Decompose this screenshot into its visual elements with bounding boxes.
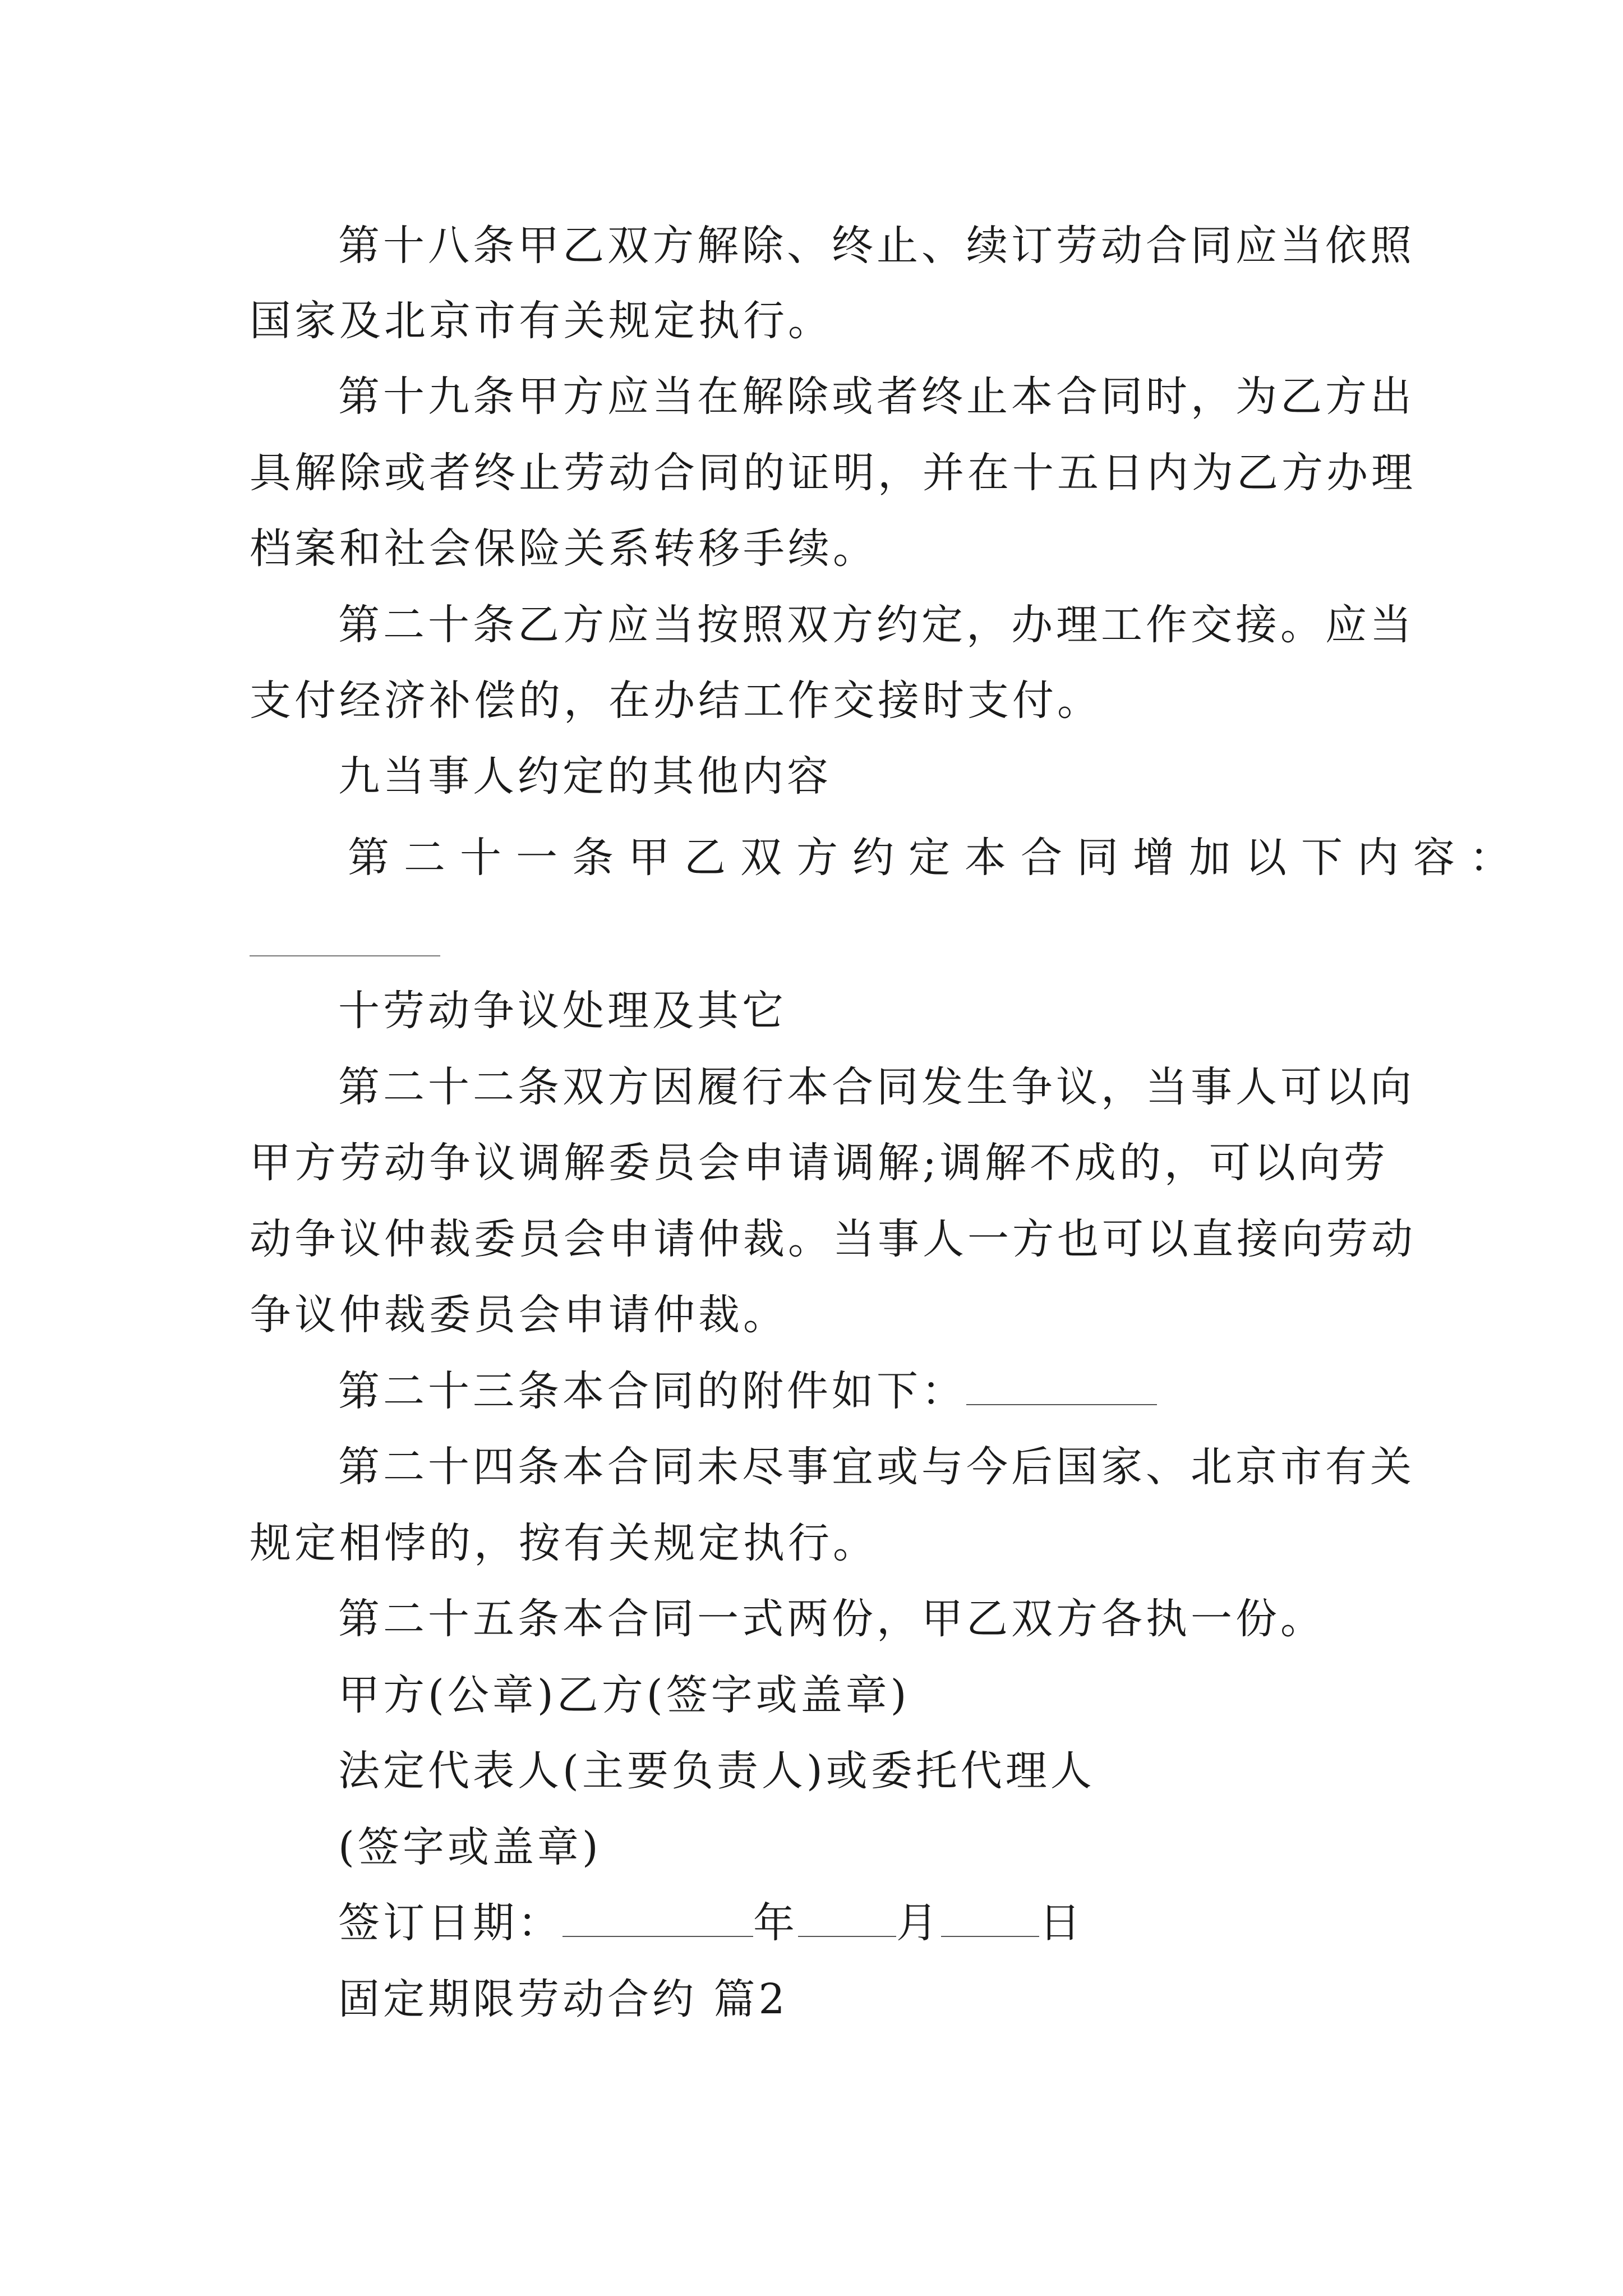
section-heading: 九当事人约定的其他内容	[338, 752, 832, 800]
paragraph-line: 档案和社会保险关系转移手续。	[250, 524, 878, 573]
section-title: 固定期限劳动合约 篇2	[338, 1975, 789, 2023]
signature-line: (签字或盖章)	[338, 1823, 602, 1871]
attachment-blank	[966, 1370, 1157, 1405]
signature-line: 法定代表人(主要负责人)或委托代理人	[338, 1747, 1095, 1795]
fill-in-blank-line	[250, 955, 440, 956]
paragraph-line: 第二十二条双方因履行本合同发生争议，当事人可以向	[338, 1063, 1415, 1111]
paragraph-line	[338, 1363, 1157, 1419]
paragraph-line: 争议仲裁委员会申请仲裁。	[250, 1291, 788, 1339]
paragraph-line: 第二十一条甲乙双方约定本合同增加以下内容：	[348, 834, 1525, 882]
paragraph-line: 第十九条甲方应当在解除或者终止本合同时，为乙方出	[338, 372, 1415, 421]
paragraph-line: 第十八条甲乙双方解除、终止、续订劳动合同应当依照	[338, 222, 1415, 270]
paragraph-line: 第二十四条本合同未尽事宜或与今后国家、北京市有关	[338, 1443, 1415, 1491]
paragraph-line: 动争议仲裁委员会申请仲裁。当事人一方也可以直接向劳动	[250, 1215, 1416, 1263]
month-blank	[798, 1902, 896, 1937]
signing-date-line	[338, 1895, 1084, 1951]
paragraph-line: 规定相悖的，按有关规定执行。	[250, 1519, 878, 1567]
month-label: 月	[896, 1899, 941, 1947]
section-heading: 十劳动争议处理及其它	[338, 987, 787, 1035]
paragraph-line: 第二十五条本合同一式两份，甲乙双方各执一份。	[338, 1595, 1325, 1643]
year-label: 年	[753, 1899, 798, 1947]
day-label: 日	[1039, 1899, 1084, 1947]
paragraph-line: 支付经济补偿的，在办结工作交接时支付。	[250, 677, 1102, 725]
paragraph-line: 具解除或者终止劳动合同的证明，并在十五日内为乙方办理	[250, 449, 1416, 497]
paragraph-line: 第二十条乙方应当按照双方约定，办理工作交接。应当	[338, 601, 1415, 649]
day-blank	[941, 1902, 1039, 1937]
paragraph-line: 甲方劳动争议调解委员会申请调解;调解不成的，可以向劳	[250, 1139, 1389, 1187]
signing-date-label: 签订日期：	[338, 1899, 562, 1947]
attachment-clause: 第二十三条本合同的附件如下：	[338, 1367, 966, 1415]
year-blank	[562, 1902, 753, 1937]
paragraph-line: 国家及北京市有关规定执行。	[250, 297, 833, 345]
signature-line: 甲方(公章)乙方(签字或盖章)	[338, 1671, 910, 1719]
